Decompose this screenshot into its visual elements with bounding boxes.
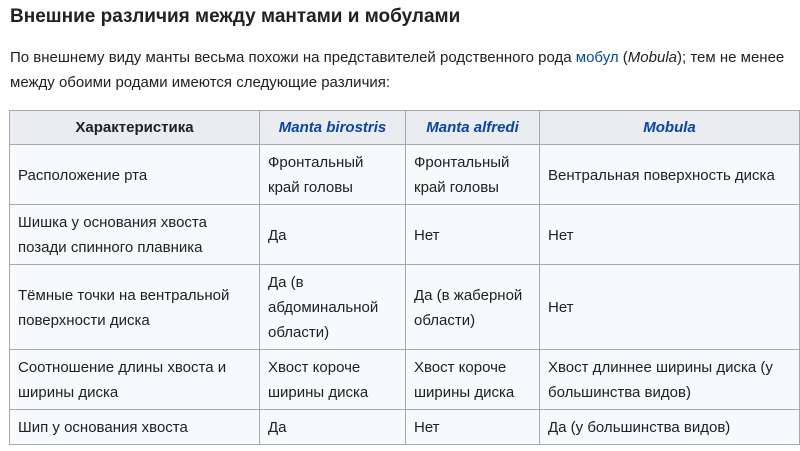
table-cell: Хвост длиннее ширины диска (у большинства видов) — [540, 350, 800, 410]
table-header-row — [10, 111, 800, 145]
table-cell: Шип у основания хвоста — [10, 410, 260, 445]
header-characteristic: Характеристика — [10, 111, 260, 145]
mobula-link[interactable]: мобул — [575, 49, 619, 66]
table-cell: Шишка у основания хвоста позади спинного плавника — [10, 205, 260, 265]
table-cell: Хвост короче ширины диска — [260, 350, 406, 410]
mobula-latin-name: Mobula — [627, 49, 677, 66]
table-cell: Хвост короче ширины диска — [406, 350, 540, 410]
table-row — [10, 145, 800, 205]
section-heading: Внешние различия между мантами и мобулами — [10, 6, 461, 27]
table-cell: Нет — [406, 205, 540, 265]
table-cell: Да (в абдоминальной области) — [260, 265, 406, 350]
table-cell: Фронтальный край головы — [260, 145, 406, 205]
header-manta-alfredi[interactable]: Manta alfredi — [406, 111, 540, 145]
table-cell: Тёмные точки на вентральной поверхности диска — [10, 265, 260, 350]
table-cell: Нет — [540, 205, 800, 265]
intro-text-end: ); тем не менее между обоими родами имеются следующие различия: — [10, 49, 785, 91]
comparison-table — [9, 110, 800, 445]
header-mobula[interactable]: Mobula — [540, 111, 800, 145]
table-cell: Да (у большинства видов) — [540, 410, 800, 445]
table-cell: Вентральная поверхность диска — [540, 145, 800, 205]
table-cell: Расположение рта — [10, 145, 260, 205]
table-row — [10, 265, 800, 350]
intro-text-paren: ( — [618, 49, 628, 66]
intro-paragraph — [10, 45, 794, 95]
table-row — [10, 410, 800, 445]
table-cell: Да — [260, 410, 406, 445]
header-manta-birostris[interactable]: Manta birostris — [260, 111, 406, 145]
table-cell: Да — [260, 205, 406, 265]
table-cell: Фронтальный край головы — [406, 145, 540, 205]
table-row — [10, 350, 800, 410]
table-cell: Нет — [540, 265, 800, 350]
table-cell: Нет — [406, 410, 540, 445]
intro-text-start: По внешнему виду манты весьма похожи на представителей родственного рода — [10, 49, 576, 66]
table-row — [10, 205, 800, 265]
table-cell: Да (в жаберной области) — [406, 265, 540, 350]
table-cell: Соотношение длины хвоста и ширины диска — [10, 350, 260, 410]
